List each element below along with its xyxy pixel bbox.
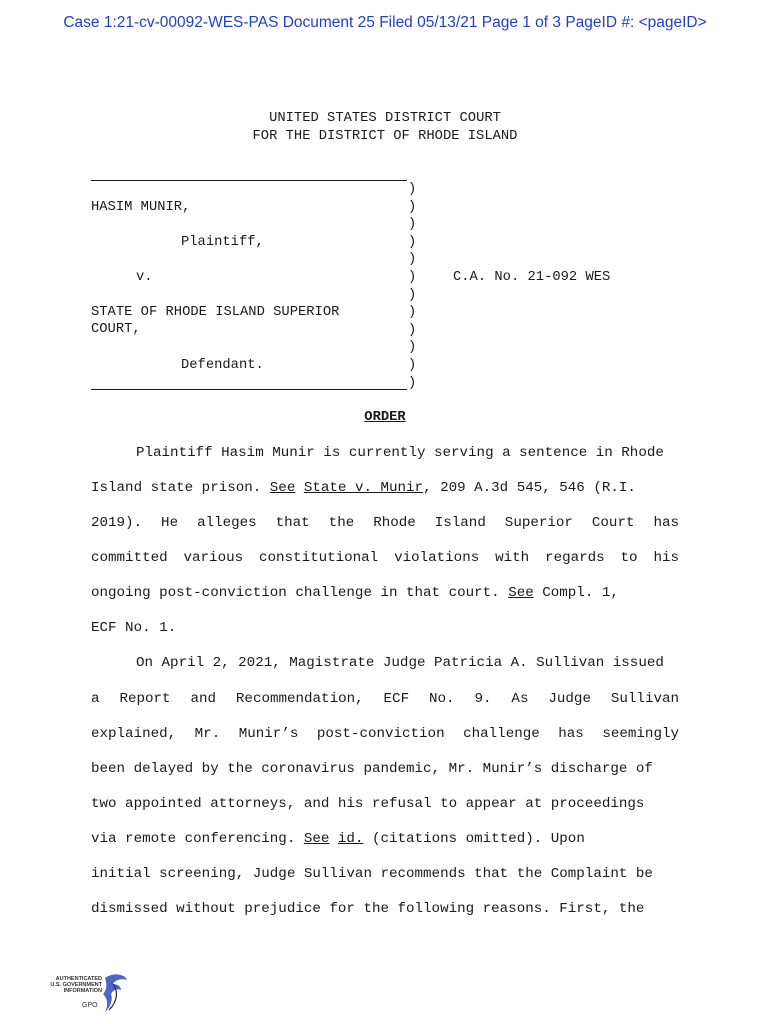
paragraph-1-line-5: ongoing post-conviction challenge in that court. See Compl. 1, xyxy=(91,585,619,601)
plaintiff-name: HASIM MUNIR, xyxy=(91,200,191,215)
paragraph-1-line-2: Island state prison. See State v. Munir, 209 A.3d 545, 546 (R.I. xyxy=(91,480,636,496)
paragraph-2-line-6: via remote conferencing. See id. (citations omitted). Upon xyxy=(91,831,585,847)
paragraph-1-line-4: committed various constitutional violations with regards to his xyxy=(91,550,679,566)
paragraph-2-line-4: been delayed by the coronavirus pandemic, Mr. Munir’s discharge of xyxy=(91,761,653,777)
order-title: ORDER xyxy=(364,410,406,425)
plaintiff-role: Plaintiff, xyxy=(181,235,264,250)
paragraph-2-line-1: On April 2, 2021, Magistrate Judge Patricia A. Sullivan issued xyxy=(136,655,664,671)
court-name: UNITED STATES DISTRICT COURT xyxy=(269,111,501,126)
defendant-name-cont: COURT, xyxy=(91,322,141,337)
gpo-label: GPO xyxy=(82,1002,98,1009)
caption-parentheses: ) ) ) ) ) ) ) ) ) ) ) ) xyxy=(408,182,417,391)
defendant-role: Defendant. xyxy=(181,358,264,373)
eagle-icon xyxy=(99,972,131,1016)
paragraph-2-line-5: two appointed attorneys, and his refusal to appear at proceedings xyxy=(91,796,645,812)
court-district: FOR THE DISTRICT OF RHODE ISLAND xyxy=(252,129,518,144)
case-number: C.A. No. 21-092 WES xyxy=(453,270,611,285)
caption-rule-bottom xyxy=(91,389,407,390)
paragraph-2-line-7: initial screening, Judge Sullivan recommends that the Complaint be xyxy=(91,866,653,882)
defendant-name: STATE OF RHODE ISLAND SUPERIOR xyxy=(91,305,340,320)
paragraph-2-line-8: dismissed without prejudice for the following reasons. First, the xyxy=(91,901,645,917)
gpo-authentication-logo xyxy=(44,972,134,1018)
paragraph-1-line-3: 2019). He alleges that the Rhode Island Superior Court has xyxy=(91,515,679,531)
case-header-stamp: Case 1:21-cv-00092-WES-PAS Document 25 Filed 05/13/21 Page 1 of 3 PageID #: <pageID> xyxy=(63,14,707,31)
paragraph-1-line-6: ECF No. 1. xyxy=(91,620,177,636)
paragraph-2-line-2: a Report and Recommendation, ECF No. 9. As Judge Sullivan xyxy=(91,691,679,707)
versus: v. xyxy=(136,270,153,285)
paragraph-1-line-1: Plaintiff Hasim Munir is currently serving a sentence in Rhode xyxy=(136,445,664,461)
paragraph-2-line-3: explained, Mr. Munir’s post-conviction challenge has seemingly xyxy=(91,726,679,742)
gpo-text: AUTHENTICATED U.S. GOVERNMENT INFORMATION xyxy=(50,976,102,995)
caption-rule-top xyxy=(91,180,407,181)
